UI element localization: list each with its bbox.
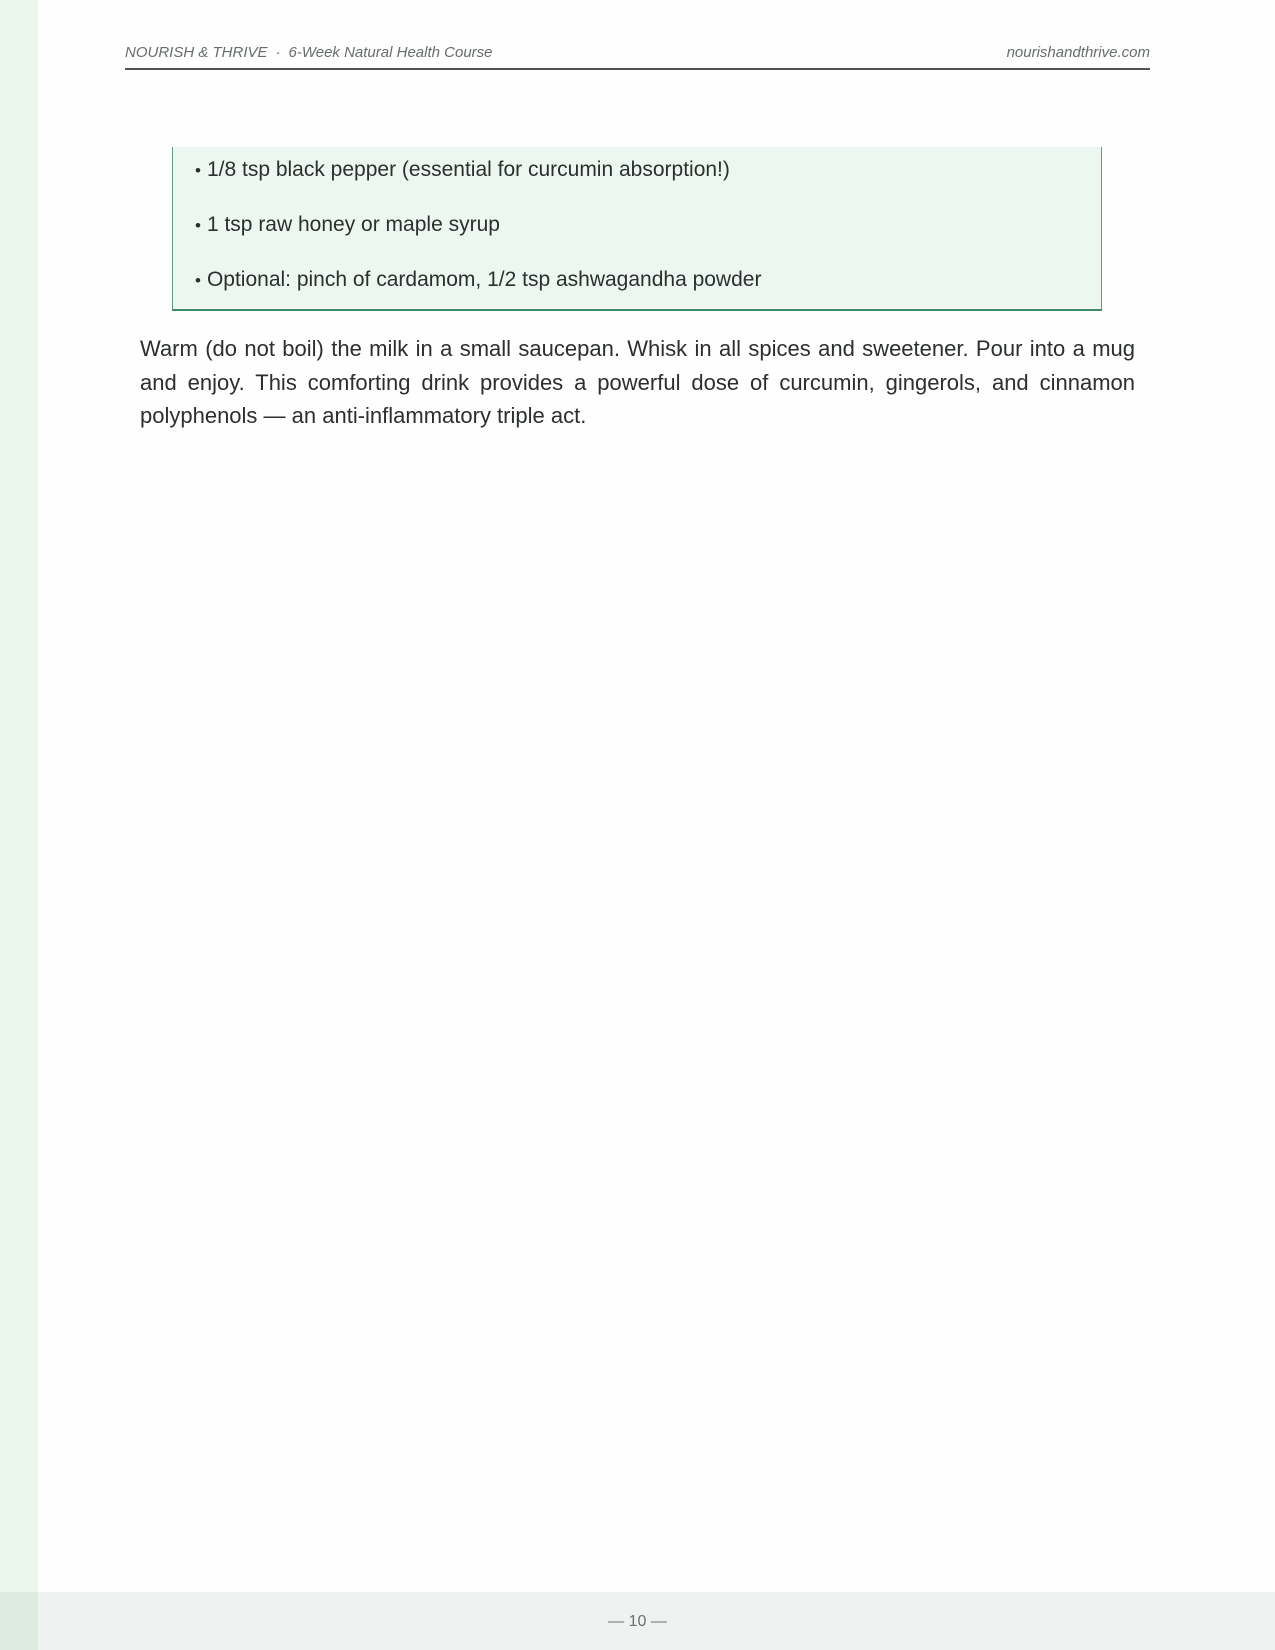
ingredient-text: 1 tsp raw honey or maple syrup — [206, 213, 500, 236]
ingredient-list-box — [172, 147, 1102, 311]
ingredient-text: 1/8 tsp black pepper (essential for curcumin absorption!) — [206, 158, 730, 181]
ingredient-item — [195, 268, 761, 292]
course-name: 6-Week Natural Health Course — [288, 44, 493, 61]
ingredient-item — [195, 213, 500, 237]
bullet-icon: • — [195, 161, 201, 180]
ingredient-text: Optional: pinch of cardamom, 1/2 tsp ashwagandha powder — [206, 268, 762, 291]
website-url: nourishandthrive.com — [1006, 44, 1150, 61]
side-accent-strip — [0, 0, 38, 1650]
header-title — [125, 44, 493, 61]
bullet-icon: • — [195, 271, 201, 290]
page-footer — [0, 1592, 1275, 1650]
bullet-icon: • — [195, 216, 201, 235]
page-header — [125, 40, 1150, 70]
page-number: — 10 — — [608, 1613, 667, 1630]
brand-name: NOURISH & THRIVE — [125, 44, 268, 61]
instructions-paragraph: Warm (do not boil) the milk in a small saucepan. Whisk in all spices and sweetener. Pour into a mug and enjoy. This comforting drink provides a powerful dose of curcumin, gingerols, and cinnamon polyphenols — an anti-inflammatory triple act. — [140, 336, 1135, 428]
header-separator: · — [275, 44, 281, 61]
ingredient-item — [195, 158, 730, 182]
